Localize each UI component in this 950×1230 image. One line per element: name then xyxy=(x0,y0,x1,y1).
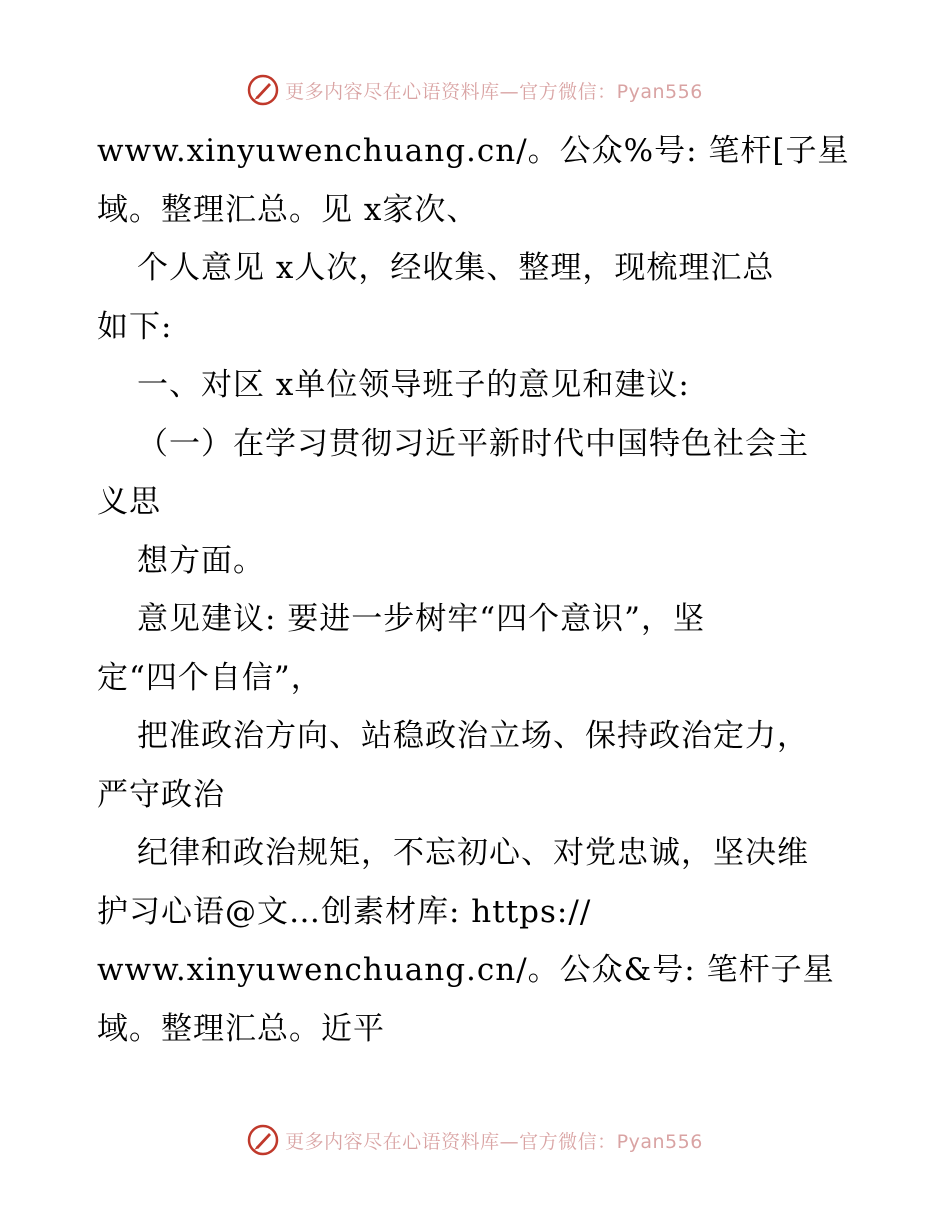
header-watermark-text: 更多内容尽在心语资料库—官方微信：Pyan556 xyxy=(285,80,703,103)
text-line: 严守政治 xyxy=(97,776,225,813)
header-watermark-banner xyxy=(0,70,950,110)
text-line: 意见建议: 要进一步树牢“四个意识”，坚 xyxy=(137,601,705,637)
footer-watermark-text: 更多内容尽在心语资料库—官方微信：Pyan556 xyxy=(285,1130,703,1153)
quill-logo-icon xyxy=(247,1124,279,1156)
text-line: 想方面。 xyxy=(137,542,265,579)
text-line: 个人意见 x人次，经收集、整理，现梳理汇总 xyxy=(137,250,775,286)
document-body xyxy=(97,122,877,1058)
text-line: 纪律和政治规矩，不忘初心、对党忠诚，坚决维 xyxy=(137,835,809,871)
footer-watermark-banner xyxy=(0,1120,950,1160)
text-line: www.xinyuwenchuang.cn/。公众&号: 笔杆子星 xyxy=(97,952,835,988)
text-line: 定“四个自信”， xyxy=(97,659,323,696)
subsection-heading: （一）在学习贯彻习近平新时代中国特色社会主 xyxy=(137,425,809,462)
text-line: 把准政治方向、站稳政治立场、保持政治定力， xyxy=(137,718,809,754)
quill-logo-icon xyxy=(247,74,279,106)
text-line: 义思 xyxy=(97,484,161,520)
section-heading: 一、对区 x单位领导班子的意见和建议: xyxy=(137,367,690,403)
text-line: 如下: xyxy=(97,308,173,345)
text-line: 护习心语@文…创素材库: https:// xyxy=(97,893,592,930)
text-line: 域。整理汇总。近平 xyxy=(97,1010,385,1047)
text-line: www.xinyuwenchuang.cn/。公众%号: 笔杆[子星 xyxy=(97,133,850,169)
text-line: 域。整理汇总。见 x家次、 xyxy=(97,191,479,228)
